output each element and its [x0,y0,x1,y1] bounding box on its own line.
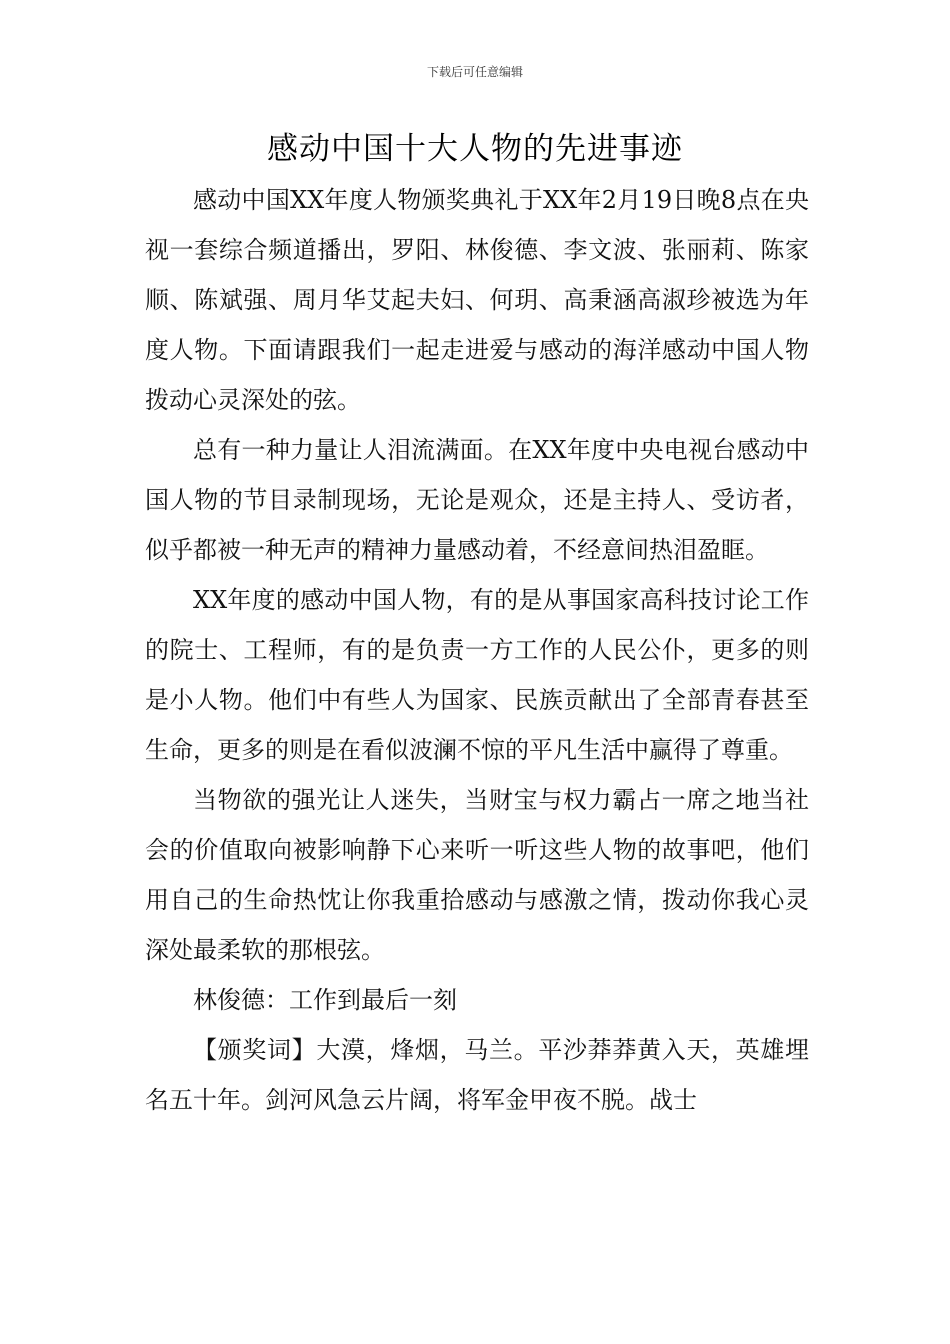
header-note: 下载后可任意编辑 [426,65,523,79]
paragraph-1: 感动中国XX年度人物颁奖典礼于XX年2月19日晚8点在央视一套综合频道播出，罗阳、林俊德、李文波、张丽莉、陈家顺、陈斌强、周月华艾起夫妇、何玥、高秉涵高淑珍被选为年度人物。下面请跟我们一起走进爱与感动的海洋感动中国人物拨动心灵深处的弦。 [145,186,809,414]
paragraph-4: 当物欲的强光让人迷失，当财宝与权力霸占一席之地当社会的价值取向被影响静下心来听一听这些人物的故事吧，他们用自己的生命热忱让你我重拾感动与感激之情，拨动你我心灵深处最柔软的那根弦。 [145,786,809,964]
paragraph-3: XX年度的感动中国人物，有的是从事国家高科技讨论工作的院士、工程师，有的是负责一方工作的人民公仆，更多的则是小人物。他们中有些人为国家、民族贡献出了全部青春甚至生命，更多的则是在看似波澜不惊的平凡生活中赢得了尊重。 [145,586,809,764]
document-title: 感动中国十大人物的先进事迹 [267,131,683,167]
award-citation-paragraph: 【颁奖词】大漠，烽烟，马兰。平沙莽莽黄入天，英雄埋名五十年。剑河风急云片阔，将军金甲夜不脱。战士 [145,1036,809,1114]
paragraph-2: 总有一种力量让人泪流满面。在XX年度中央电视台感动中国人物的节目录制现场，无论是观众，还是主持人、受访者，似乎都被一种无声的精神力量感动着，不经意间热泪盈眶。 [145,436,809,564]
section-heading-lin-junde: 林俊德：工作到最后一刻 [193,986,457,1014]
document-body [145,175,809,1125]
